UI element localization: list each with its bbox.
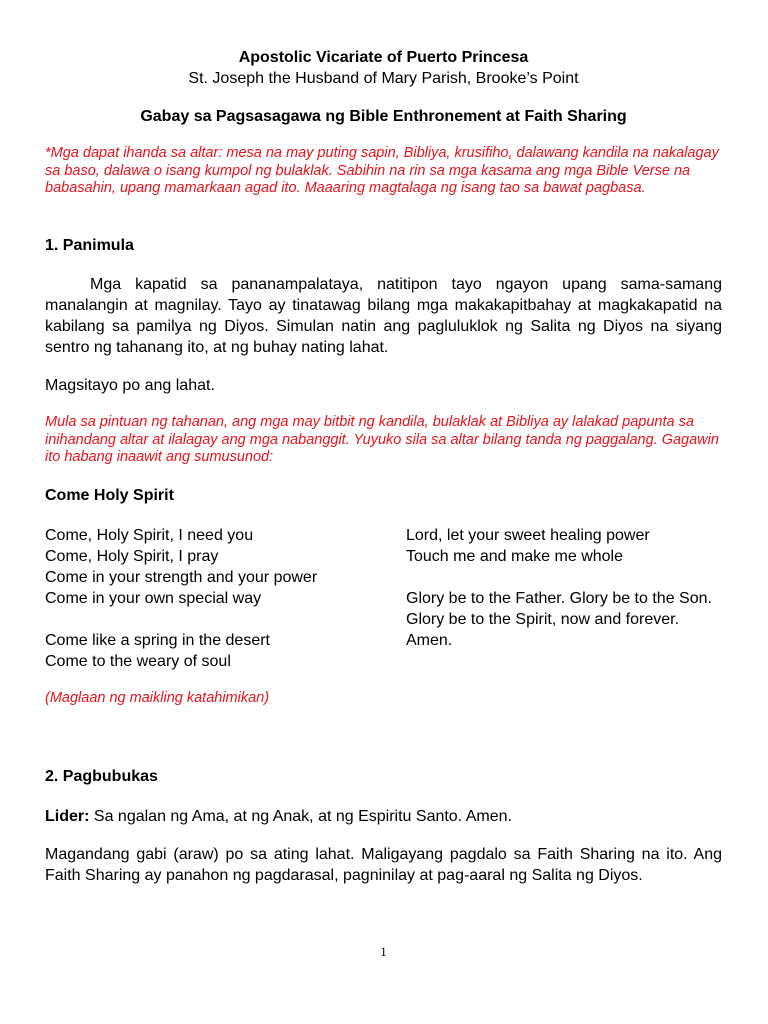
lyric-line: Glory be to the Father. Glory be to the Son. (406, 590, 712, 607)
section-heading-panimula: 1. Panimula (45, 237, 134, 254)
lyric-line: Come, Holy Spirit, I pray (45, 548, 219, 565)
stanza-break (406, 567, 722, 588)
song-lyrics-right (406, 525, 722, 651)
lyric-line: Glory be to the Spirit, now and forever. Amen. (406, 611, 680, 649)
lyric-line: Lord, let your sweet healing power (406, 527, 650, 544)
altar-prep-note: *Mga dapat ihanda sa altar: mesa na may puting sapin, Bibliya, krusifiho, dalawang kandila na nakalagay sa baso, dalawa o isang kumpol ng bulaklak. Sabihin na rin sa mga kasama ang mga Bible Verse na babasahin, upang mamarkaan agad ito. Maaaring magtalaga ng isang tao sa bawat pagbasa. (45, 145, 719, 196)
silence-note: (Maglaan ng maikling katahimikan) (45, 690, 270, 706)
lyric-line: Come, Holy Spirit, I need you (45, 527, 254, 544)
page-number: 1 (380, 944, 387, 959)
document-title: Gabay sa Pagsasagawa ng Bible Enthronement at Faith Sharing (140, 108, 627, 125)
welcome-paragraph: Magandang gabi (araw) po sa ating lahat. Maligayang pagdalo sa Faith Sharing na ito. Ang Faith Sharing ay panahon ng pagdarasal, pagninilay at pag-aaral ng Salita ng Diyos. (45, 846, 722, 884)
procession-note: Mula sa pintuan ng tahanan, ang mga may bitbit ng kandila, bulaklak at Bibliya ay lalakad papunta sa inihandang altar at ilalagay ang mga nabanggit. Yuyuko sila sa altar bilang tanda ng paggalang. Gagawin ito habang inaawit ang sumusunod: (45, 414, 719, 465)
lider-label: Lider: (45, 808, 90, 825)
lyric-line: Touch me and make me whole (406, 548, 623, 565)
stand-instruction: Magsitayo po ang lahat. (45, 377, 215, 394)
panimula-paragraph: Mga kapatid sa pananampalataya, natitipon tayo ngayon upang sama-samang manalangin at magnilay. Tayo ay tinatawag bilang mga makakapitbahay at magkakapatid na kabilang sa pamilya ng Diyos. Simulan natin ang pagluluklok ng Salita ng Diyos na siyang sentro ng tahanang ito, at ng buhay nating lahat. (45, 276, 722, 356)
stanza-break (45, 609, 385, 630)
lider-text: Sa ngalan ng Ama, at ng Anak, at ng Espiritu Santo. Amen. (89, 808, 512, 825)
vicariate-title: Apostolic Vicariate of Puerto Princesa (238, 49, 529, 66)
lyric-line: Come to the weary of soul (45, 653, 231, 670)
lider-line (45, 806, 722, 827)
lyric-line: Come like a spring in the desert (45, 632, 270, 649)
section-heading-pagbubukas: 2. Pagbubukas (45, 768, 158, 785)
lyric-line: Come in your own special way (45, 590, 262, 607)
song-lyrics-left (45, 525, 385, 672)
song-title: Come Holy Spirit (45, 487, 174, 504)
lyric-line: Come in your strength and your power (45, 569, 318, 586)
parish-name: St. Joseph the Husband of Mary Parish, Brooke’s Point (188, 70, 579, 87)
